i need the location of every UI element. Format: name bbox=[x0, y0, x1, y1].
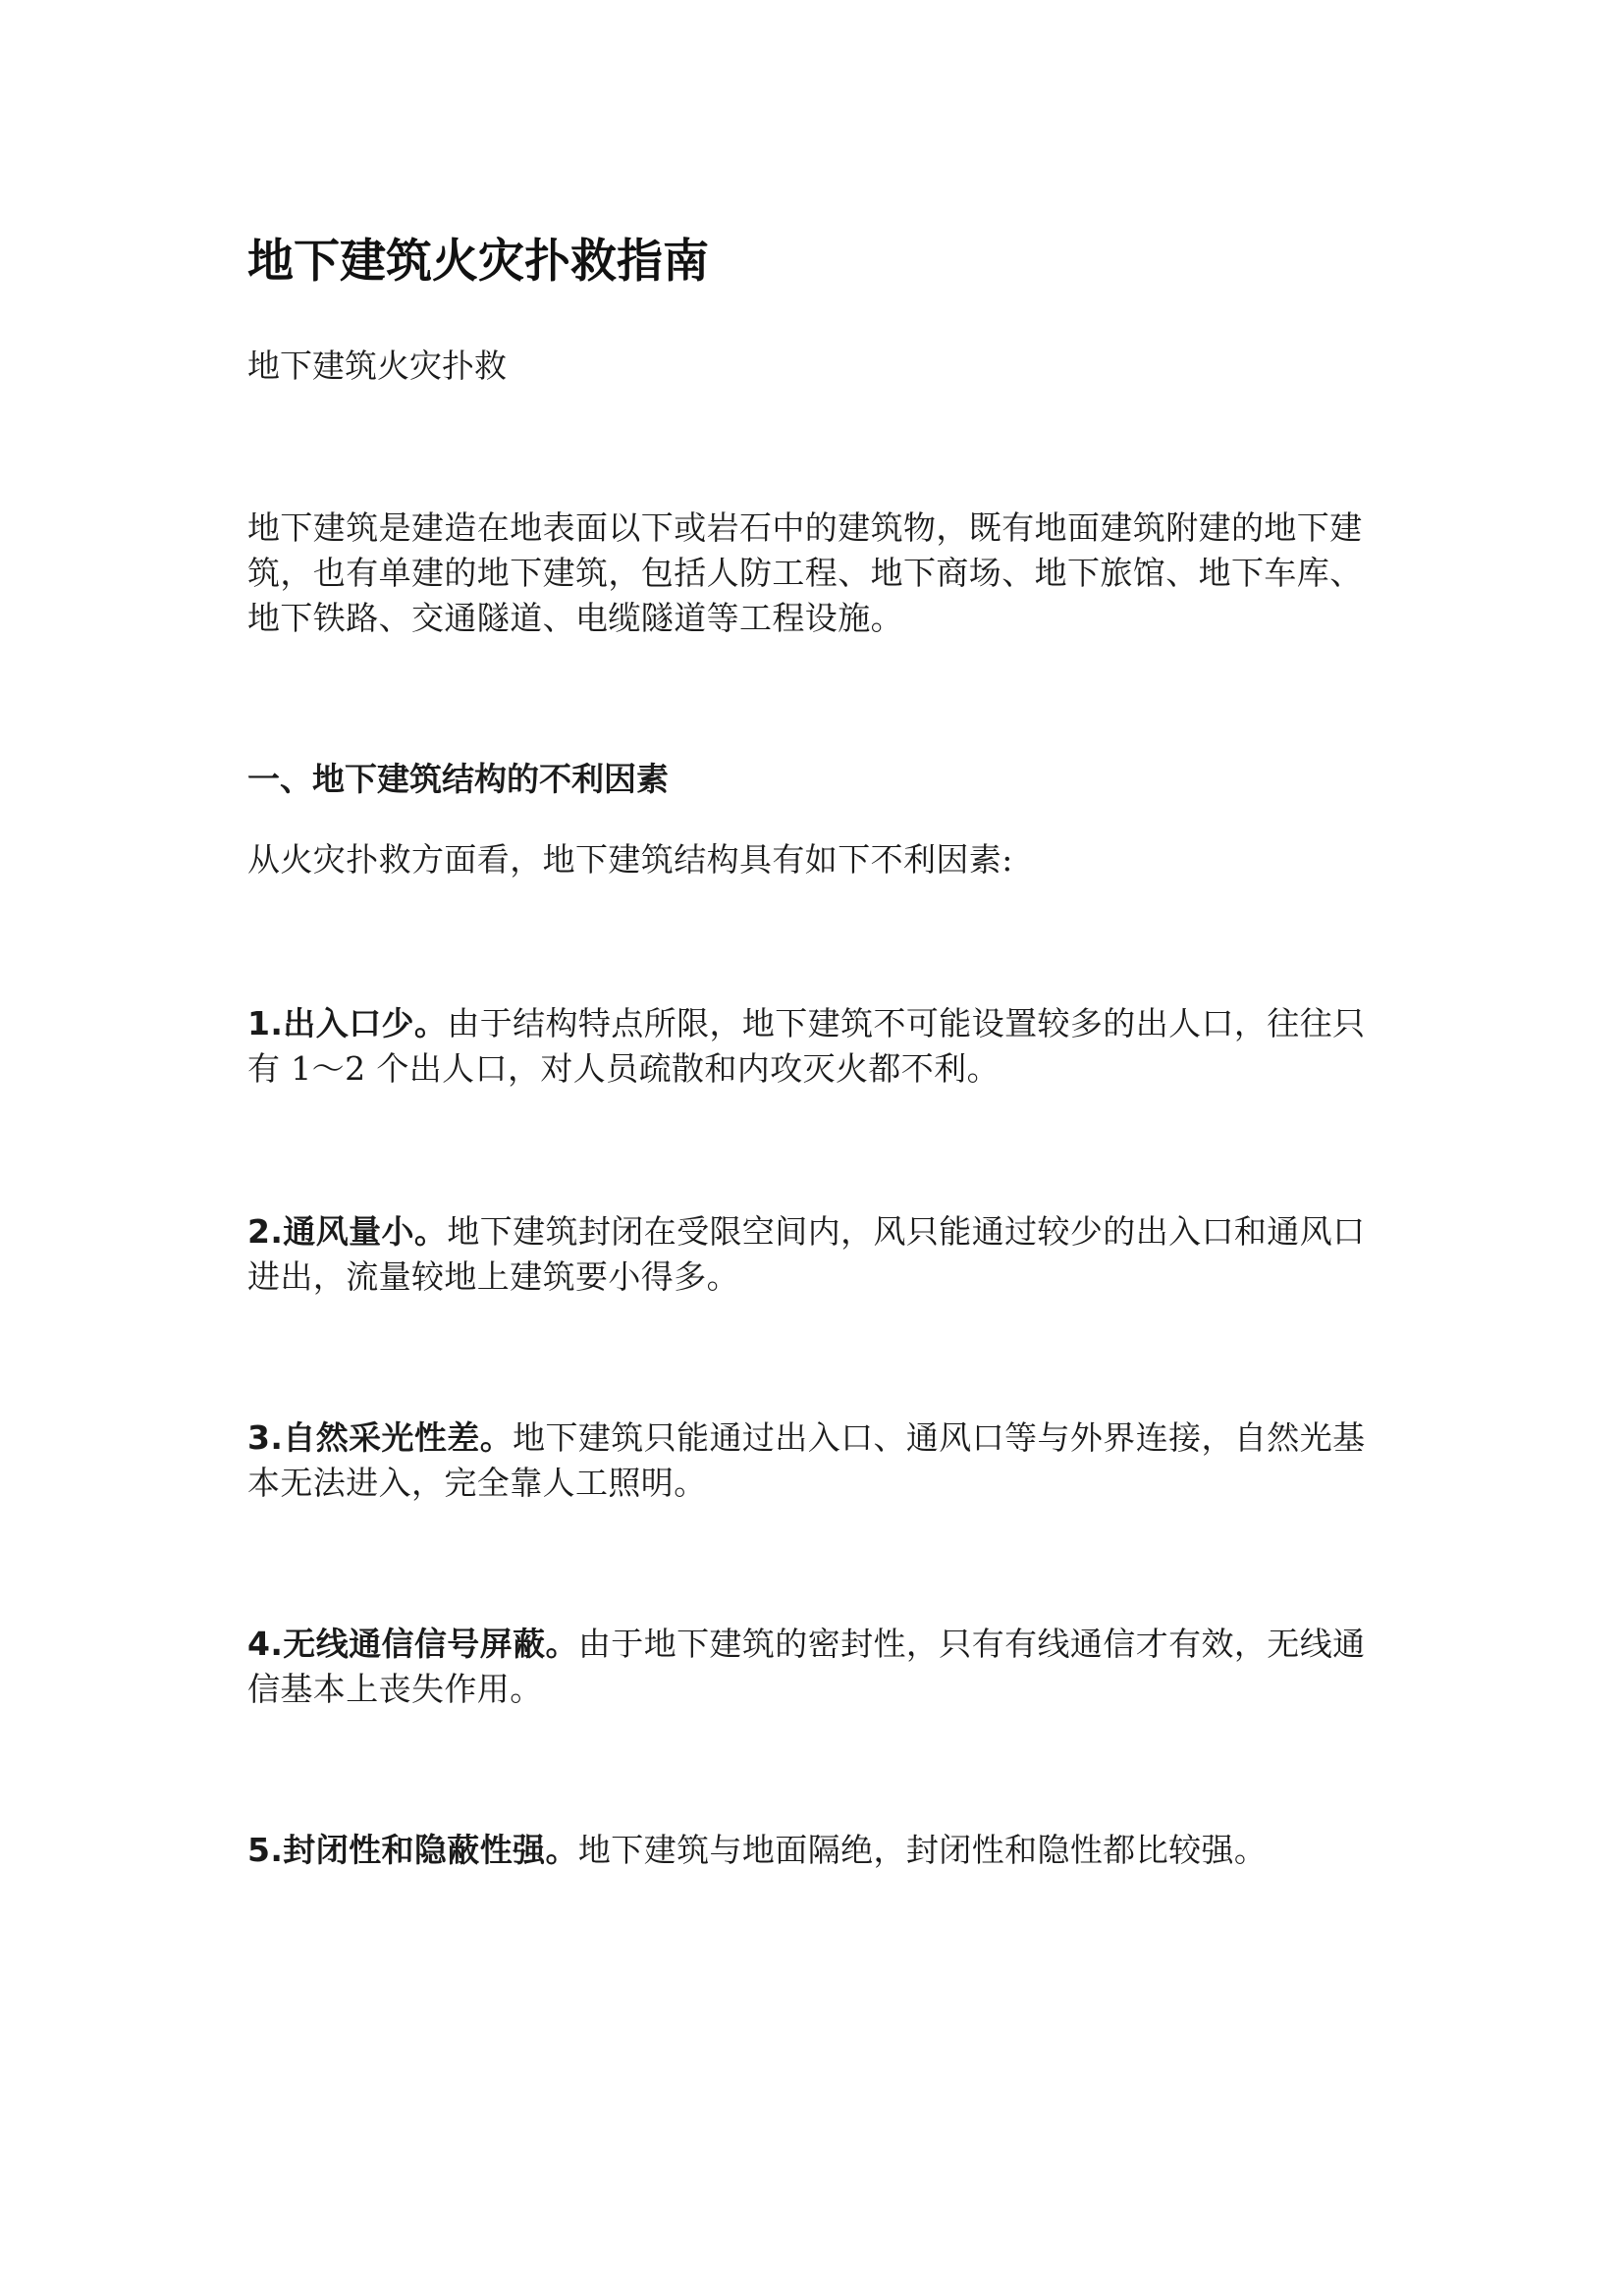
item-text: 地下建筑与地面隔绝，封闭性和隐性都比较强。 bbox=[577, 1831, 1268, 1869]
item-label: 3.自然采光性差。 bbox=[247, 1418, 514, 1457]
list-item bbox=[247, 1001, 1377, 1092]
item-label: 5.封闭性和隐蔽性强。 bbox=[247, 1831, 578, 1869]
item-text: 由于地下建筑的密封性，只有有线通信才有效，无线通信基本上丧失作用。 bbox=[247, 1625, 1366, 1708]
section-heading: 一、地下建筑结构的不利因素 bbox=[247, 760, 669, 798]
document-title: 地下建筑火灾扑救指南 bbox=[247, 235, 709, 289]
intro-paragraph: 地下建筑是建造在地表面以下或岩石中的建筑物，既有地面建筑附建的地下建筑，也有单建的地下建筑，包括人防工程、地下商场、地下旅馆、地下车库、地下铁路、交通隧道、电缆隧道等工程设施。 bbox=[247, 508, 1363, 637]
list-item bbox=[247, 1415, 1377, 1506]
item-label: 4.无线通信信号屏蔽。 bbox=[247, 1625, 578, 1663]
item-label: 1.出入口少。 bbox=[247, 1004, 448, 1042]
item-text: 地下建筑只能通过出入口、通风口等与外界连接，自然光基本无法进入，完全靠人工照明。 bbox=[247, 1418, 1366, 1502]
item-label: 2.通风量小。 bbox=[247, 1212, 448, 1251]
list-item bbox=[247, 1828, 1377, 1873]
list-item bbox=[247, 1209, 1377, 1300]
item-text: 由于结构特点所限，地下建筑不可能设置较多的出人口，往往只有 1～2 个出人口，对人员疏散和内攻灭火都不利。 bbox=[247, 1004, 1366, 1088]
document-subtitle: 地下建筑火灾扑救 bbox=[247, 347, 507, 385]
item-text: 地下建筑封闭在受限空间内，风只能通过较少的出入口和通风口进出，流量较地上建筑要小得多。 bbox=[247, 1212, 1366, 1296]
list-item bbox=[247, 1622, 1377, 1712]
section-lead-paragraph: 从火灾扑救方面看，地下建筑结构具有如下不利因素: bbox=[247, 840, 1013, 879]
